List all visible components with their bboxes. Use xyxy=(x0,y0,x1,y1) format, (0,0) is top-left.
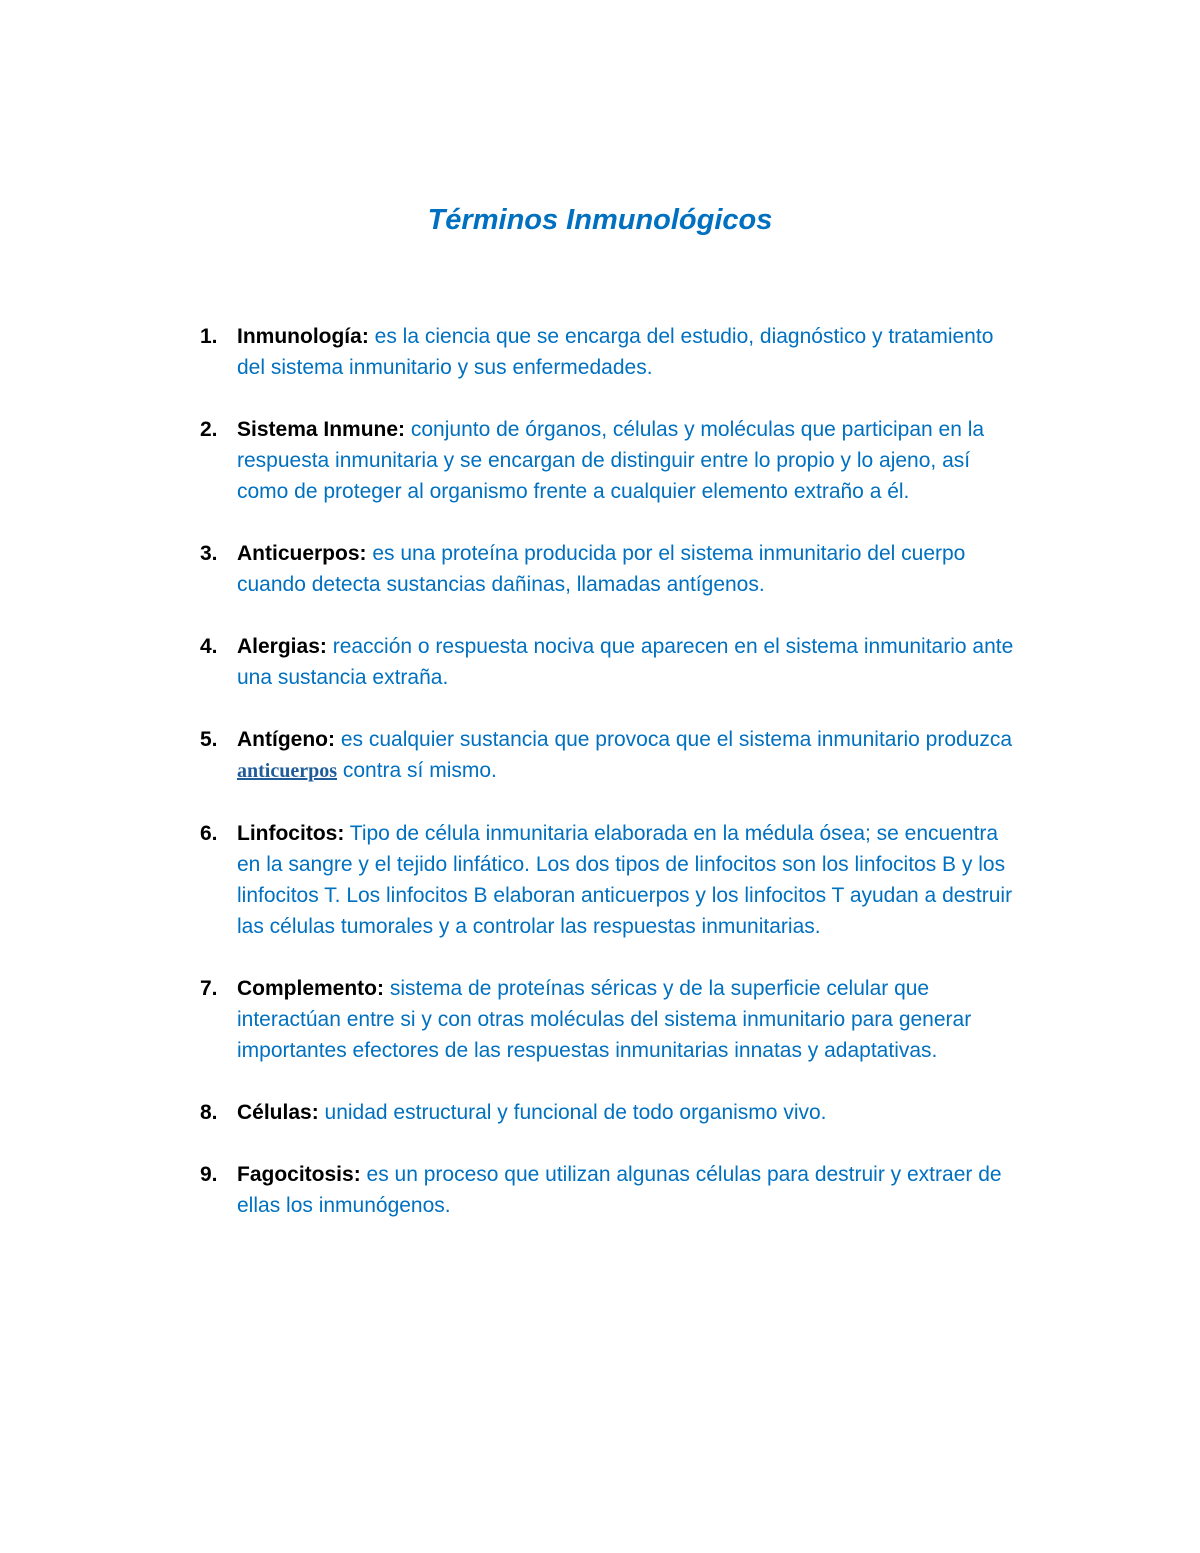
term-definition: es la ciencia que se encarga del estudio, diagnóstico y tratamiento del sistema inmunitario y sus enfermedades. xyxy=(237,325,994,379)
term-name: Complemento: xyxy=(237,977,384,1000)
anticuerpos-link[interactable]: anticuerpos xyxy=(237,760,337,782)
term-item-fagocitosis xyxy=(0,1159,1027,1221)
term-name: Linfocitos: xyxy=(237,822,345,845)
term-item-anticuerpos xyxy=(0,538,1027,600)
term-name: Anticuerpos: xyxy=(237,542,367,565)
term-item-celulas xyxy=(0,1097,1027,1128)
term-definition: es una proteína producida por el sistema inmunitario del cuerpo cuando detecta sustancias dañinas, llamadas antígenos. xyxy=(237,542,966,596)
term-item-alergias xyxy=(0,631,1027,693)
term-number: 3. xyxy=(200,542,218,565)
term-definition-after-link: contra sí mismo. xyxy=(337,759,497,782)
term-item-sistema-inmune xyxy=(0,414,1027,507)
term-name: Sistema Inmune: xyxy=(237,418,406,441)
term-name: Células: xyxy=(237,1101,319,1124)
term-name: Alergias: xyxy=(237,635,327,658)
term-definition-before-link: es cualquier sustancia que provoca que el sistema inmunitario produzca xyxy=(334,728,1013,751)
term-item-inmunologia xyxy=(0,321,1027,383)
page-title: Términos Inmunológicos xyxy=(427,204,773,236)
term-number: 4. xyxy=(200,635,218,658)
term-definition: sistema de proteínas séricas y de la superficie celular que interactúan entre si y con otras moléculas del sistema inmunitario para generar importantes efectores de las respuestas inmunitarias innatas y adaptativas. xyxy=(237,977,972,1062)
term-name: Fagocitosis: xyxy=(237,1163,361,1186)
term-number: 7. xyxy=(200,977,218,1000)
term-number: 9. xyxy=(200,1163,218,1186)
term-number: 1. xyxy=(200,325,218,348)
term-definition: conjunto de órganos, células y moléculas que participan en la respuesta inmunitaria y se encargan de distinguir entre lo propio y lo ajeno, así como de proteger al organismo frente a cualquier elemento extraño a él. xyxy=(237,418,985,503)
term-number: 5. xyxy=(200,728,218,751)
term-name: Inmunología: xyxy=(237,325,369,348)
term-item-linfocitos xyxy=(0,818,1027,942)
term-item-antigeno xyxy=(0,724,1027,787)
term-item-complemento xyxy=(0,973,1027,1066)
term-definition: reacción o respuesta nociva que aparecen en el sistema inmunitario ante una sustancia extraña. xyxy=(237,635,1014,689)
term-definition: Tipo de célula inmunitaria elaborada en la médula ósea; se encuentra en la sangre y el tejido linfático. Los dos tipos de linfocitos son los linfocitos B y los linfocitos T. Los linfocitos B elaboran anticuerpos y los linfocitos T ayudan a destruir las células tumorales y a controlar las respuestas inmunitarias. xyxy=(237,822,1013,938)
term-definition: unidad estructural y funcional de todo organismo vivo. xyxy=(318,1101,827,1124)
term-number: 2. xyxy=(200,418,218,441)
terms-list xyxy=(0,321,1200,1252)
term-number: 8. xyxy=(200,1101,218,1124)
term-definition: es un proceso que utilizan algunas células para destruir y extraer de ellas los inmunógenos. xyxy=(237,1163,1002,1217)
term-number: 6. xyxy=(200,822,218,845)
term-name: Antígeno: xyxy=(237,728,335,751)
